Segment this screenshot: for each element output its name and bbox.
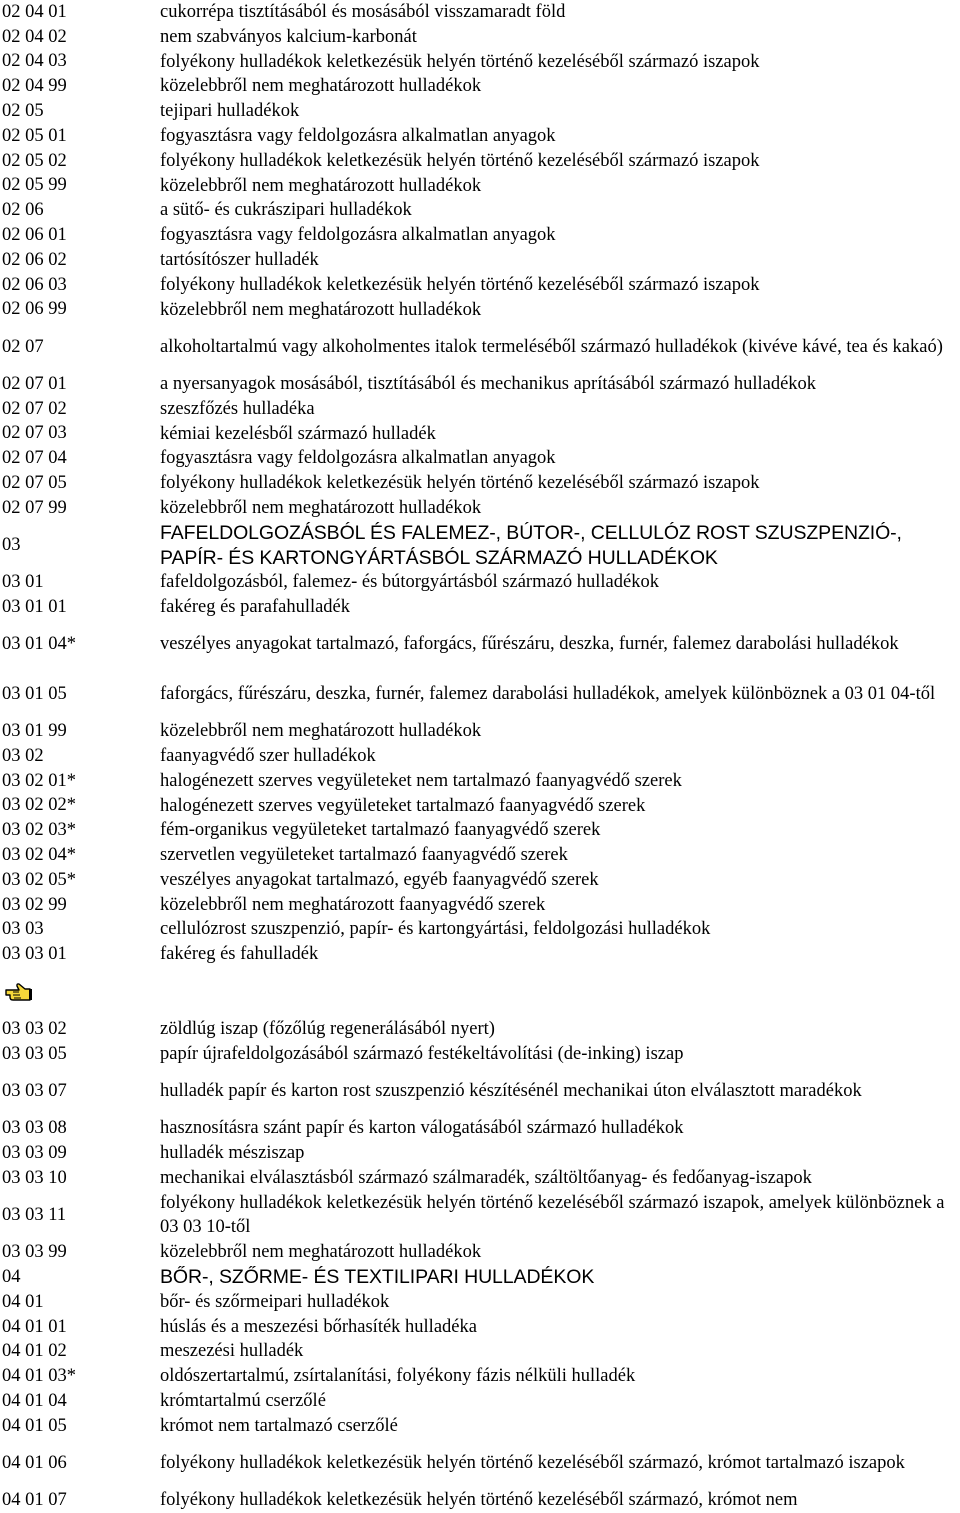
waste-code: 03 02 01*	[2, 770, 76, 791]
table-row	[0, 174, 960, 199]
table-row	[0, 298, 960, 323]
waste-description: fafeldolgozásból, falemez- és bútorgyártásból származó hulladékok	[160, 572, 659, 593]
waste-code: 02 07 03	[2, 423, 67, 444]
waste-description: közelebbről nem meghatározott hulladékok	[160, 76, 482, 97]
waste-code: 04 01	[2, 1291, 44, 1312]
table-row	[0, 570, 960, 595]
waste-description: folyékony hulladékok keletkezésük helyén történő kezeléséből származó iszapok	[160, 51, 760, 72]
waste-description: folyékony hulladékok keletkezésük helyén történő kezeléséből származó iszapok	[160, 150, 760, 171]
table-row	[0, 1240, 960, 1265]
waste-description: közelebbről nem meghatározott faanyagvédő szerek	[160, 894, 546, 915]
waste-description: közelebbről nem meghatározott hulladékok	[160, 497, 482, 518]
table-row	[0, 1488, 960, 1513]
waste-description: cukorrépa tisztításából és mosásából visszamaradt föld	[160, 2, 566, 22]
table-row	[0, 1315, 960, 1340]
waste-description: oldószertartalmú, zsírtalanítási, folyékony fázis nélküli hulladék	[160, 1366, 636, 1387]
waste-description: papír újrafeldolgozásából származó festékeltávolítási (de-inking) iszap	[160, 1043, 684, 1064]
waste-code: 03 03 08	[2, 1118, 67, 1139]
table-row	[0, 744, 960, 769]
waste-code: 03 02 02*	[2, 795, 76, 816]
waste-code: 03 02 04*	[2, 844, 76, 865]
waste-description: meszezési hulladék	[160, 1341, 304, 1362]
table-row	[0, 1067, 960, 1117]
waste-description: közelebbről nem meghatározott hulladékok	[160, 299, 482, 320]
waste-description: szeszfőzés hulladéka	[160, 398, 315, 419]
table-row	[0, 1116, 960, 1141]
waste-code: 04 01 02	[2, 1341, 67, 1362]
waste-description: alkoholtartalmú vagy alkoholmentes italok termeléséből származó hulladékok (kivéve kávé, tea és kakaó)	[160, 336, 943, 357]
waste-description: közelebbről nem meghatározott hulladékok	[160, 175, 482, 196]
waste-description: kémiai kezelésből származó hulladék	[160, 423, 436, 444]
waste-description: tejipari hulladékok	[160, 101, 300, 122]
table-row	[0, 1364, 960, 1389]
waste-description: fogyasztásra vagy feldolgozásra alkalmatlan anyagok	[160, 225, 556, 246]
table-row	[0, 0, 960, 25]
waste-code: 03 02 03*	[2, 820, 76, 841]
table-row	[0, 74, 960, 99]
waste-description: veszélyes anyagokat tartalmazó, faforgács, fűrészáru, deszka, furnér, falemez darabolási hulladékok	[160, 634, 899, 655]
table-row	[0, 521, 960, 571]
waste-code: 03 01 99	[2, 721, 67, 741]
waste-description: zöldlúg iszap (főzőlúg regenerálásából nyert)	[160, 1019, 495, 1040]
pointing-hand-icon	[4, 981, 34, 1003]
waste-code: 03	[2, 535, 21, 556]
table-row	[0, 843, 960, 868]
waste-code: 03 03 02	[2, 1018, 67, 1039]
waste-code: 03 01 05	[2, 683, 67, 704]
waste-code: 02 06 03	[2, 274, 67, 295]
waste-description: hulladék papír és karton rost szuszpenzió készítésénél mechanikai úton elválasztott maradékok	[160, 1081, 862, 1102]
waste-description: hasznosításra szánt papír és karton válogatásából származó hulladékok	[160, 1118, 684, 1139]
waste-description: halogénezett szerves vegyületeket nem tartalmazó faanyagvédő szerek	[160, 770, 682, 791]
waste-description: krómot nem tartalmazó cserzőlé	[160, 1415, 398, 1436]
table-row	[0, 1389, 960, 1414]
table-row	[0, 124, 960, 149]
table-row	[0, 1265, 960, 1290]
waste-code: 03 01	[2, 572, 44, 593]
waste-code: 04 01 06	[2, 1452, 67, 1473]
table-row	[0, 99, 960, 124]
waste-description: a sütő- és cukrászipari hulladékok	[160, 200, 412, 221]
table-row	[0, 719, 960, 744]
waste-code: 02 04 02	[2, 26, 67, 47]
waste-description: szervetlen vegyületeket tartalmazó faanyagvédő szerek	[160, 845, 568, 866]
waste-code: 03 03	[2, 919, 44, 940]
waste-description: faanyagvédő szer hulladékok	[160, 745, 376, 766]
waste-code: 02 05 02	[2, 150, 67, 171]
waste-description: folyékony hulladékok keletkezésük helyén történő kezeléséből származó, krómot nem	[160, 1490, 798, 1511]
waste-description: halogénezett szerves vegyületeket tartalmazó faanyagvédő szerek	[160, 795, 646, 816]
waste-description: a nyersanyagok mosásából, tisztításából és mechanikus aprításából származó hulladékok	[160, 373, 817, 394]
table-row	[0, 422, 960, 447]
table-row	[0, 273, 960, 298]
waste-code: 02 04 03	[2, 51, 67, 72]
waste-code: 03 03 11	[2, 1204, 67, 1225]
waste-code: 02 04 01	[2, 1, 67, 22]
waste-description: fém-organikus vegyületeket tartalmazó faanyagvédő szerek	[160, 820, 601, 841]
waste-description: folyékony hulladékok keletkezésük helyén történő kezeléséből származó iszapok, amelyek különböznek a 03 03 10-től	[160, 1192, 945, 1238]
waste-code: 03 03 01	[2, 944, 67, 965]
waste-description: folyékony hulladékok keletkezésük helyén történő kezeléséből származó iszapok	[160, 274, 760, 295]
marker-row	[0, 967, 960, 1017]
waste-code: 02 07 02	[2, 398, 67, 419]
table-row	[0, 868, 960, 893]
waste-description: fakéreg és parafahulladék	[160, 597, 351, 618]
waste-code: 03 02 05*	[2, 869, 76, 890]
table-row	[0, 595, 960, 620]
waste-code: 03 03 10	[2, 1167, 67, 1188]
waste-code: 03 03 09	[2, 1142, 67, 1163]
waste-code: 04	[2, 1266, 21, 1287]
table-row	[0, 794, 960, 819]
table-row	[0, 942, 960, 967]
waste-code: 03 03 07	[2, 1080, 67, 1101]
table-row	[0, 620, 960, 670]
waste-code: 02 07 05	[2, 473, 67, 494]
table-row	[0, 1042, 960, 1067]
waste-description: tartósítószer hulladék	[160, 249, 319, 270]
table-row	[0, 50, 960, 75]
table-row	[0, 1290, 960, 1315]
waste-description: fogyasztásra vagy feldolgozásra alkalmatlan anyagok	[160, 448, 556, 469]
waste-code: 03 01 01	[2, 597, 67, 618]
table-row	[0, 893, 960, 918]
table-row	[0, 198, 960, 223]
table-row	[0, 397, 960, 422]
table-row	[0, 1191, 960, 1241]
waste-code: 04 01 03*	[2, 1366, 76, 1387]
waste-description: hulladék mésziszap	[160, 1143, 305, 1164]
waste-description: húslás és a meszezési bőrhasíték hulladéka	[160, 1316, 477, 1337]
waste-code: 04 01 05	[2, 1415, 67, 1436]
waste-description: bőr- és szőrmeipari hulladékok	[160, 1291, 390, 1312]
table-row	[0, 818, 960, 843]
waste-description: BŐR-, SZŐRME- ÉS TEXTILIPARI HULLADÉKOK	[160, 1266, 595, 1289]
waste-code: 03 02	[2, 745, 44, 766]
table-row	[0, 248, 960, 273]
table-row	[0, 1141, 960, 1166]
waste-description: FAFELDOLGOZÁSBÓL ÉS FALEMEZ-, BÚTOR-, CELLULÓZ ROST SZUSZPENZIÓ-, PAPÍR- ÉS KARTONGYÁRTÁSBÓL SZÁRMAZÓ HULLADÉKOK	[160, 521, 902, 569]
table-row	[0, 223, 960, 248]
waste-description: folyékony hulladékok keletkezésük helyén történő kezeléséből származó iszapok	[160, 473, 760, 494]
waste-code: 02 06 02	[2, 249, 67, 270]
waste-code: 02 06 99	[2, 299, 67, 320]
table-row	[0, 471, 960, 496]
table-row	[0, 372, 960, 397]
waste-code: 02 06 01	[2, 225, 67, 246]
waste-code: 02 07 99	[2, 497, 67, 518]
waste-code: 02 07 01	[2, 373, 67, 394]
waste-code: 03 03 05	[2, 1043, 67, 1064]
waste-description: krómtartalmú cserzőlé	[160, 1391, 326, 1412]
waste-description: közelebbről nem meghatározott hulladékok	[160, 721, 482, 742]
waste-code: 04 01 07	[2, 1490, 67, 1511]
waste-code: 04 01 04	[2, 1390, 67, 1411]
waste-code: 02 06	[2, 200, 44, 221]
table-row	[0, 322, 960, 372]
table-row	[0, 1017, 960, 1042]
table-row	[0, 446, 960, 471]
table-row	[0, 496, 960, 521]
waste-description: cellulózrost szuszpenzió, papír- és kartongyártási, feldolgozási hulladékok	[160, 919, 711, 940]
table-row	[0, 25, 960, 50]
table-row	[0, 149, 960, 174]
waste-description: nem szabványos kalcium-karbonát	[160, 26, 417, 47]
code-table-part-2	[0, 1017, 960, 1513]
table-row	[0, 1339, 960, 1364]
table-row	[0, 1166, 960, 1191]
waste-description: veszélyes anyagokat tartalmazó, egyéb faanyagvédő szerek	[160, 869, 599, 890]
waste-description: mechanikai elválasztásból származó szálmaradék, száltöltőanyag- és fedőanyag-iszapok	[160, 1167, 812, 1188]
table-row	[0, 769, 960, 794]
waste-code: 02 05 01	[2, 125, 67, 146]
waste-description: fogyasztásra vagy feldolgozásra alkalmatlan anyagok	[160, 125, 556, 146]
waste-code: 03 01 04*	[2, 634, 76, 655]
waste-code: 02 05 99	[2, 175, 67, 196]
waste-code: 02 07 04	[2, 448, 67, 469]
table-row	[0, 1414, 960, 1439]
table-row	[0, 670, 960, 720]
waste-code: 03 03 99	[2, 1242, 67, 1263]
waste-description: folyékony hulladékok keletkezésük helyén történő kezeléséből származó, krómot tartalmazó iszapok	[160, 1453, 905, 1474]
waste-description: faforgács, fűrészáru, deszka, furnér, falemez darabolási hulladékok, amelyek különböznek a 03 01 04-től	[160, 683, 936, 704]
waste-code: 04 01 01	[2, 1316, 67, 1337]
waste-code: 02 05	[2, 101, 44, 122]
table-row	[0, 1439, 960, 1489]
waste-description: fakéreg és fahulladék	[160, 944, 319, 965]
waste-code: 02 07	[2, 336, 44, 357]
waste-description: közelebbről nem meghatározott hulladékok	[160, 1242, 482, 1263]
table-row	[0, 917, 960, 942]
waste-code: 02 04 99	[2, 76, 67, 97]
waste-code: 03 02 99	[2, 894, 67, 915]
